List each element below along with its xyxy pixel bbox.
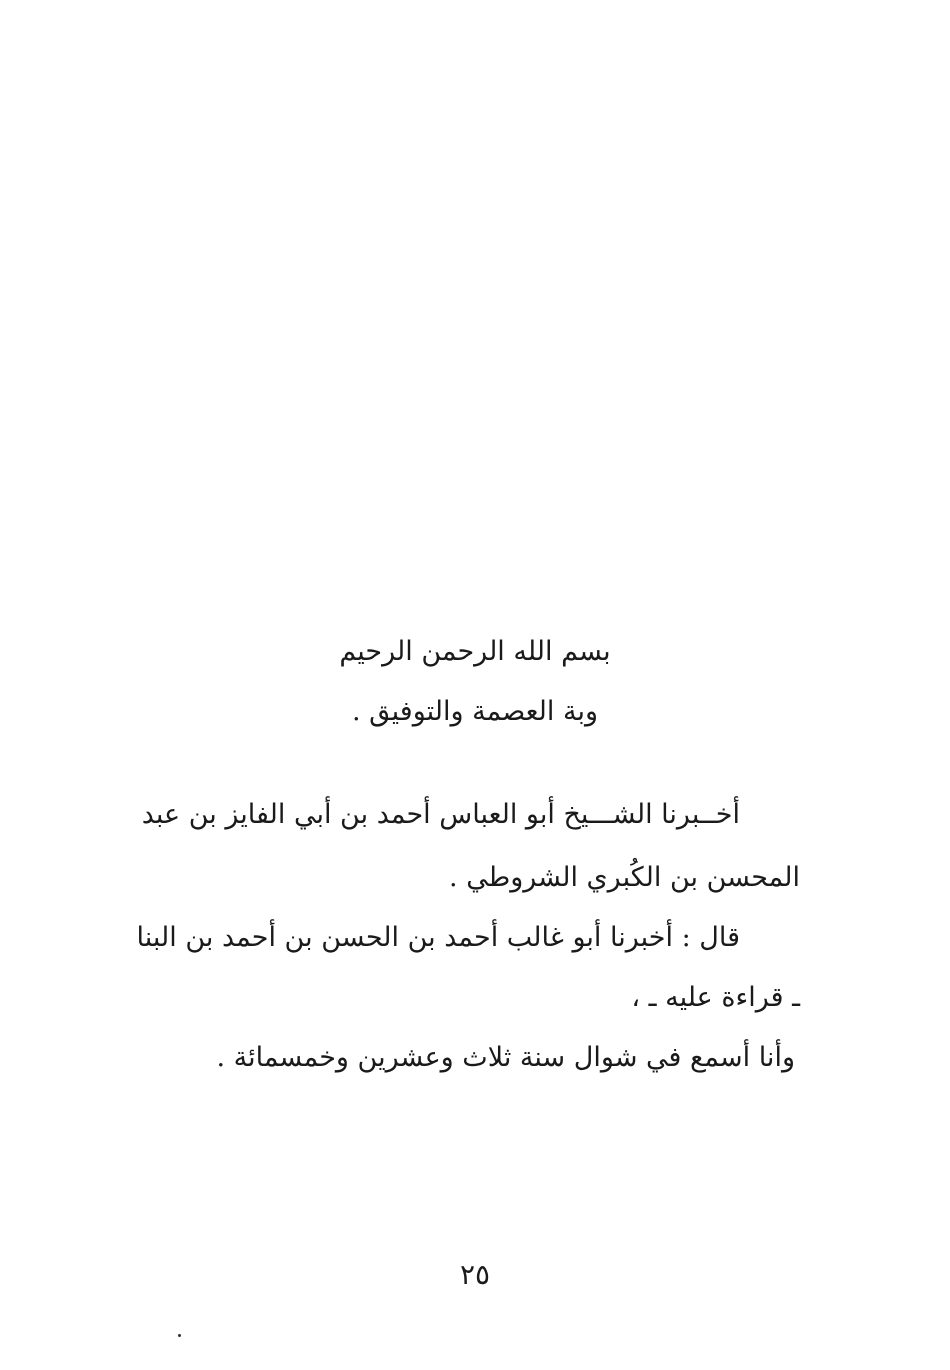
body-line-1: أخــبرنا الشـــيخ أبو العباس أحمد بن أبي الفايز بن عبد — [141, 799, 740, 830]
body-line-5: وأنا أسمع في شوال سنة ثلاث وعشرين وخمسمائة . — [216, 1042, 795, 1073]
page-number: ٢٥ — [459, 1258, 491, 1291]
basmala-heading: بسم الله الرحمن الرحيم — [339, 636, 611, 667]
body-line-3: قال : أخبرنا أبو غالب أحمد بن الحسن بن أحمد بن البنا — [136, 922, 740, 953]
body-line-4: ـ قراءة عليه ـ ، — [631, 982, 800, 1013]
scan-speck — [178, 1334, 181, 1337]
invocation-heading: وبة العصمة والتوفيق . — [351, 696, 599, 727]
body-line-2: المحسن بن الكُبري الشروطي . — [449, 862, 800, 893]
